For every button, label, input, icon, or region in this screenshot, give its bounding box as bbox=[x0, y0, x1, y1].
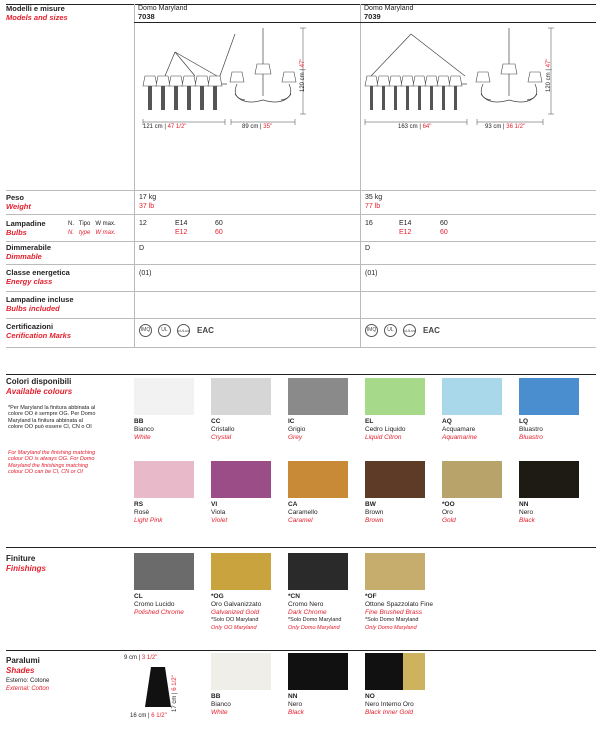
colors-note-it: *Per Maryland la finitura abbinata al colore OO è sempre OG. Per Domo Maryland la finitura abbinata al colore OO può essere CI, CN o OI bbox=[8, 405, 96, 430]
colors-items-8-swatch bbox=[288, 461, 348, 498]
colors-items-9-en: Brown bbox=[365, 517, 384, 524]
colors-items-6-it: Rosè bbox=[134, 509, 150, 516]
bulbs-columns-en: N. type W max. bbox=[68, 230, 116, 236]
colors-title-en: Available colours bbox=[6, 387, 73, 396]
cert-label-it: Certificazioni bbox=[6, 322, 54, 331]
finishes-items-1-code: *OG bbox=[211, 593, 224, 600]
top-rule bbox=[6, 4, 596, 5]
model-2-bulbs-type-alt: E12 bbox=[399, 229, 412, 236]
colors-items-2-code: IC bbox=[288, 418, 295, 425]
model-2-width: 163 cm | 64" bbox=[398, 124, 432, 130]
finishes-items-3-code: *OF bbox=[365, 593, 377, 600]
colors-items-1-en: Crystal bbox=[211, 434, 232, 441]
cul-cert-icon: cULus bbox=[403, 324, 416, 337]
colors-items-11-code: NN bbox=[519, 501, 529, 508]
model-1-name: Domo Maryland bbox=[138, 5, 188, 12]
spec-rule-1 bbox=[6, 214, 596, 215]
shades-items-2-en: Black Inner Gold bbox=[365, 709, 414, 716]
shades-items-0-code: BB bbox=[211, 693, 221, 700]
shades-items-1-swatch bbox=[288, 653, 348, 690]
shades-items-0-en: White bbox=[211, 709, 228, 716]
colors-items-5-en: Bluastro bbox=[519, 434, 543, 441]
colors-items-3-swatch bbox=[365, 378, 425, 415]
model-2-bulbs-w-alt: 60 bbox=[440, 229, 448, 236]
shade-bottom-dim: 16 cm | 6 1/2" bbox=[130, 713, 167, 719]
imq-cert-icon: IMQ bbox=[139, 324, 152, 337]
colors-items-7-it: Viola bbox=[211, 509, 226, 516]
shades-title-it: Paralumi bbox=[6, 656, 40, 665]
finishes-items-0-code: CL bbox=[134, 593, 143, 600]
colors-items-8-it: Caramello bbox=[288, 509, 318, 516]
colors-items-0-code: BB bbox=[134, 418, 144, 425]
spec-rule-6 bbox=[6, 347, 596, 348]
shades-items-1-en: Black bbox=[288, 709, 304, 716]
colors-items-5-code: LQ bbox=[519, 418, 529, 425]
colors-items-0-it: Bianco bbox=[134, 426, 154, 433]
model-1-drawing bbox=[135, 24, 359, 136]
model-2-energy: (01) bbox=[365, 270, 378, 277]
model-1-code: 7038 bbox=[138, 12, 155, 21]
colors-items-4-it: Acquamare bbox=[442, 426, 476, 433]
model-2-name: Domo Maryland bbox=[364, 5, 414, 12]
weight-label-en: Weight bbox=[6, 202, 31, 211]
shades-ext-it: Esterno: Cotone bbox=[6, 678, 50, 684]
finishes-items-2-swatch bbox=[288, 553, 348, 590]
colors-items-9-swatch bbox=[365, 461, 425, 498]
bulbs-included-label-en: Bulbs included bbox=[6, 304, 60, 313]
colors-items-4-swatch bbox=[442, 378, 502, 415]
finishes-items-3-note_it: *Solo Domo Maryland bbox=[365, 617, 419, 623]
finishes-items-1-it: Oro Galvanizzato bbox=[211, 601, 262, 608]
model-1-dimmable: D bbox=[139, 245, 145, 252]
colors-items-11-it: Nero bbox=[519, 509, 534, 516]
model-2-bulbs-w: 60 bbox=[440, 220, 448, 227]
colors-items-11-en: Black bbox=[519, 517, 535, 524]
shades-items-2-it: Nero Interno Oro bbox=[365, 701, 414, 708]
finishes-items-3-it: Ottone Spazzolato Fine bbox=[365, 601, 433, 608]
model-1-weight-lb: 37 lb bbox=[139, 203, 155, 210]
model-1-energy: (01) bbox=[139, 270, 152, 277]
model-2-bulbs-n: 16 bbox=[365, 220, 373, 227]
bulbs-label-it: Lampadine bbox=[6, 219, 46, 228]
model-1-width: 121 cm | 47 1/2" bbox=[143, 124, 187, 130]
colors-items-7-swatch bbox=[211, 461, 271, 498]
spec-rule-5 bbox=[6, 318, 596, 319]
cert-label-en: Cerification Marks bbox=[6, 331, 72, 340]
finishes-items-1-note_it: *Solo OO Maryland bbox=[211, 617, 259, 623]
colors-items-10-en: Gold bbox=[442, 517, 456, 524]
finishes-items-2-en: Dark Chrome bbox=[288, 609, 327, 616]
colors-items-1-it: Cristallo bbox=[211, 426, 235, 433]
colors-items-2-it: Grigio bbox=[288, 426, 306, 433]
finishes-items-3-note_en: Only Domo Maryland bbox=[365, 625, 417, 631]
dimmable-label-it: Dimmerabile bbox=[6, 243, 52, 252]
finishes-rule bbox=[6, 547, 596, 548]
colors-rule bbox=[6, 374, 596, 375]
model-1-height: 120 cm | 47" bbox=[300, 58, 306, 92]
model-2-bulbs-type: E14 bbox=[399, 220, 412, 227]
bulbs-included-label-it: Lampadine incluse bbox=[6, 295, 74, 304]
shades-title-en: Shades bbox=[6, 666, 35, 675]
finishes-title-it: Finiture bbox=[6, 554, 36, 563]
finishes-items-2-note_en: Only Domo Maryland bbox=[288, 625, 340, 631]
energy-label-it: Classe energetica bbox=[6, 268, 70, 277]
shade-top-dim: 9 cm | 3 1/2" bbox=[124, 655, 158, 661]
colors-items-6-en: Light Pink bbox=[134, 517, 163, 524]
bulbs-label-en: Bulbs bbox=[6, 228, 27, 237]
model-2-height: 120 cm | 47" bbox=[546, 58, 552, 92]
colors-items-0-swatch bbox=[134, 378, 194, 415]
model-2-code: 7039 bbox=[364, 12, 381, 21]
model-1-rule bbox=[134, 22, 360, 23]
shades-items-0-swatch bbox=[211, 653, 271, 690]
colors-items-10-code: *OO bbox=[442, 501, 455, 508]
weight-label-it: Peso bbox=[6, 193, 24, 202]
colors-title-it: Colori disponibili bbox=[6, 377, 72, 386]
spec-rule-0 bbox=[6, 190, 596, 191]
colors-items-10-it: Oro bbox=[442, 509, 453, 516]
colors-items-9-code: BW bbox=[365, 501, 376, 508]
model-1-bulbs-w: 60 bbox=[215, 220, 223, 227]
colors-items-5-swatch bbox=[519, 378, 579, 415]
spec-rule-4 bbox=[6, 291, 596, 292]
model-2-depth: 93 cm | 36 1/2" bbox=[485, 124, 526, 130]
shades-items-0-it: Bianco bbox=[211, 701, 231, 708]
shades-items-2-inner-accent bbox=[403, 653, 425, 690]
finishes-items-2-code: *CN bbox=[288, 593, 300, 600]
finishes-items-3-swatch bbox=[365, 553, 425, 590]
finishes-items-1-note_en: Only OO Maryland bbox=[211, 625, 257, 631]
model-1-bulbs-type-alt: E12 bbox=[175, 229, 188, 236]
shades-ext-en: External: Cotton bbox=[6, 686, 50, 692]
model-1-bulbs-w-alt: 60 bbox=[215, 229, 223, 236]
ul-cert-icon: UL bbox=[384, 324, 397, 337]
colors-items-7-code: VI bbox=[211, 501, 218, 508]
model-1-bulbs-type: E14 bbox=[175, 220, 188, 227]
eac-cert-icon: EAC bbox=[197, 326, 214, 335]
colors-items-9-it: Brown bbox=[365, 509, 384, 516]
finishes-items-3-en: Fine Brushed Brass bbox=[365, 609, 423, 616]
ul-cert-icon: UL bbox=[158, 324, 171, 337]
colors-items-0-en: White bbox=[134, 434, 151, 441]
colors-items-7-en: Violet bbox=[211, 517, 228, 524]
cul-cert-icon: cULus bbox=[177, 324, 190, 337]
model-1-bulbs-n: 12 bbox=[139, 220, 147, 227]
imq-cert-icon: IMQ bbox=[365, 324, 378, 337]
energy-label-en: Energy class bbox=[6, 277, 53, 286]
colors-items-1-code: CC bbox=[211, 418, 221, 425]
finishes-title-en: Finishings bbox=[6, 564, 46, 573]
dimmable-label-en: Dimmable bbox=[6, 252, 42, 261]
shades-rule bbox=[6, 650, 596, 651]
colors-items-6-swatch bbox=[134, 461, 194, 498]
colors-items-1-swatch bbox=[211, 378, 271, 415]
finishes-items-0-swatch bbox=[134, 553, 194, 590]
colors-items-4-code: AQ bbox=[442, 418, 452, 425]
models-title-en: Models and sizes bbox=[6, 13, 68, 22]
shades-items-2-swatch bbox=[365, 653, 425, 690]
model-1-depth: 89 cm | 35" bbox=[242, 124, 273, 130]
model-1-weight: 17 kg bbox=[139, 194, 157, 201]
shades-items-2-code: NO bbox=[365, 693, 375, 700]
bulbs-columns-it: N. Tipo W max. bbox=[68, 221, 116, 227]
colors-items-8-code: CA bbox=[288, 501, 298, 508]
model-2-weight-lb: 77 lb bbox=[365, 203, 381, 210]
colors-items-3-code: EL bbox=[365, 418, 374, 425]
spec-rule-2 bbox=[6, 241, 596, 242]
shade-height-dim: 17 cm | 6 1/2" bbox=[172, 675, 178, 712]
model-2-rule bbox=[360, 22, 596, 23]
colors-items-11-swatch bbox=[519, 461, 579, 498]
spec-rule-3 bbox=[6, 264, 596, 265]
colors-items-2-swatch bbox=[288, 378, 348, 415]
model-2-drawing bbox=[361, 24, 595, 136]
colors-note-en: For Maryland the finishing matching colour OO is always OG. For Domo Maryland the finishings matching colour OO can be CI, CN or OI bbox=[8, 450, 96, 475]
model-2-dimmable: D bbox=[365, 245, 371, 252]
shades-items-1-it: Nero bbox=[288, 701, 303, 708]
colors-items-6-code: RS bbox=[134, 501, 144, 508]
colors-items-3-en: Liquid Citron bbox=[365, 434, 402, 441]
eac-cert-icon: EAC bbox=[423, 326, 440, 335]
model-2-weight: 35 kg bbox=[365, 194, 383, 201]
colors-items-2-en: Grey bbox=[288, 434, 303, 441]
colors-items-10-swatch bbox=[442, 461, 502, 498]
colors-items-5-it: Bluastro bbox=[519, 426, 543, 433]
finishes-items-0-it: Cromo Lucido bbox=[134, 601, 175, 608]
models-title-it: Modelli e misure bbox=[6, 4, 65, 13]
finishes-items-0-en: Polished Chrome bbox=[134, 609, 184, 616]
finishes-items-1-en: Galvanized Gold bbox=[211, 609, 260, 616]
colors-items-4-en: Aquamarine bbox=[442, 434, 478, 441]
finishes-items-2-it: Cromo Nero bbox=[288, 601, 324, 608]
finishes-items-1-swatch bbox=[211, 553, 271, 590]
finishes-items-2-note_it: *Solo Domo Maryland bbox=[288, 617, 342, 623]
colors-items-3-it: Cedro Liquido bbox=[365, 426, 406, 433]
shades-items-1-code: NN bbox=[288, 693, 298, 700]
colors-items-8-en: Caramel bbox=[288, 517, 313, 524]
